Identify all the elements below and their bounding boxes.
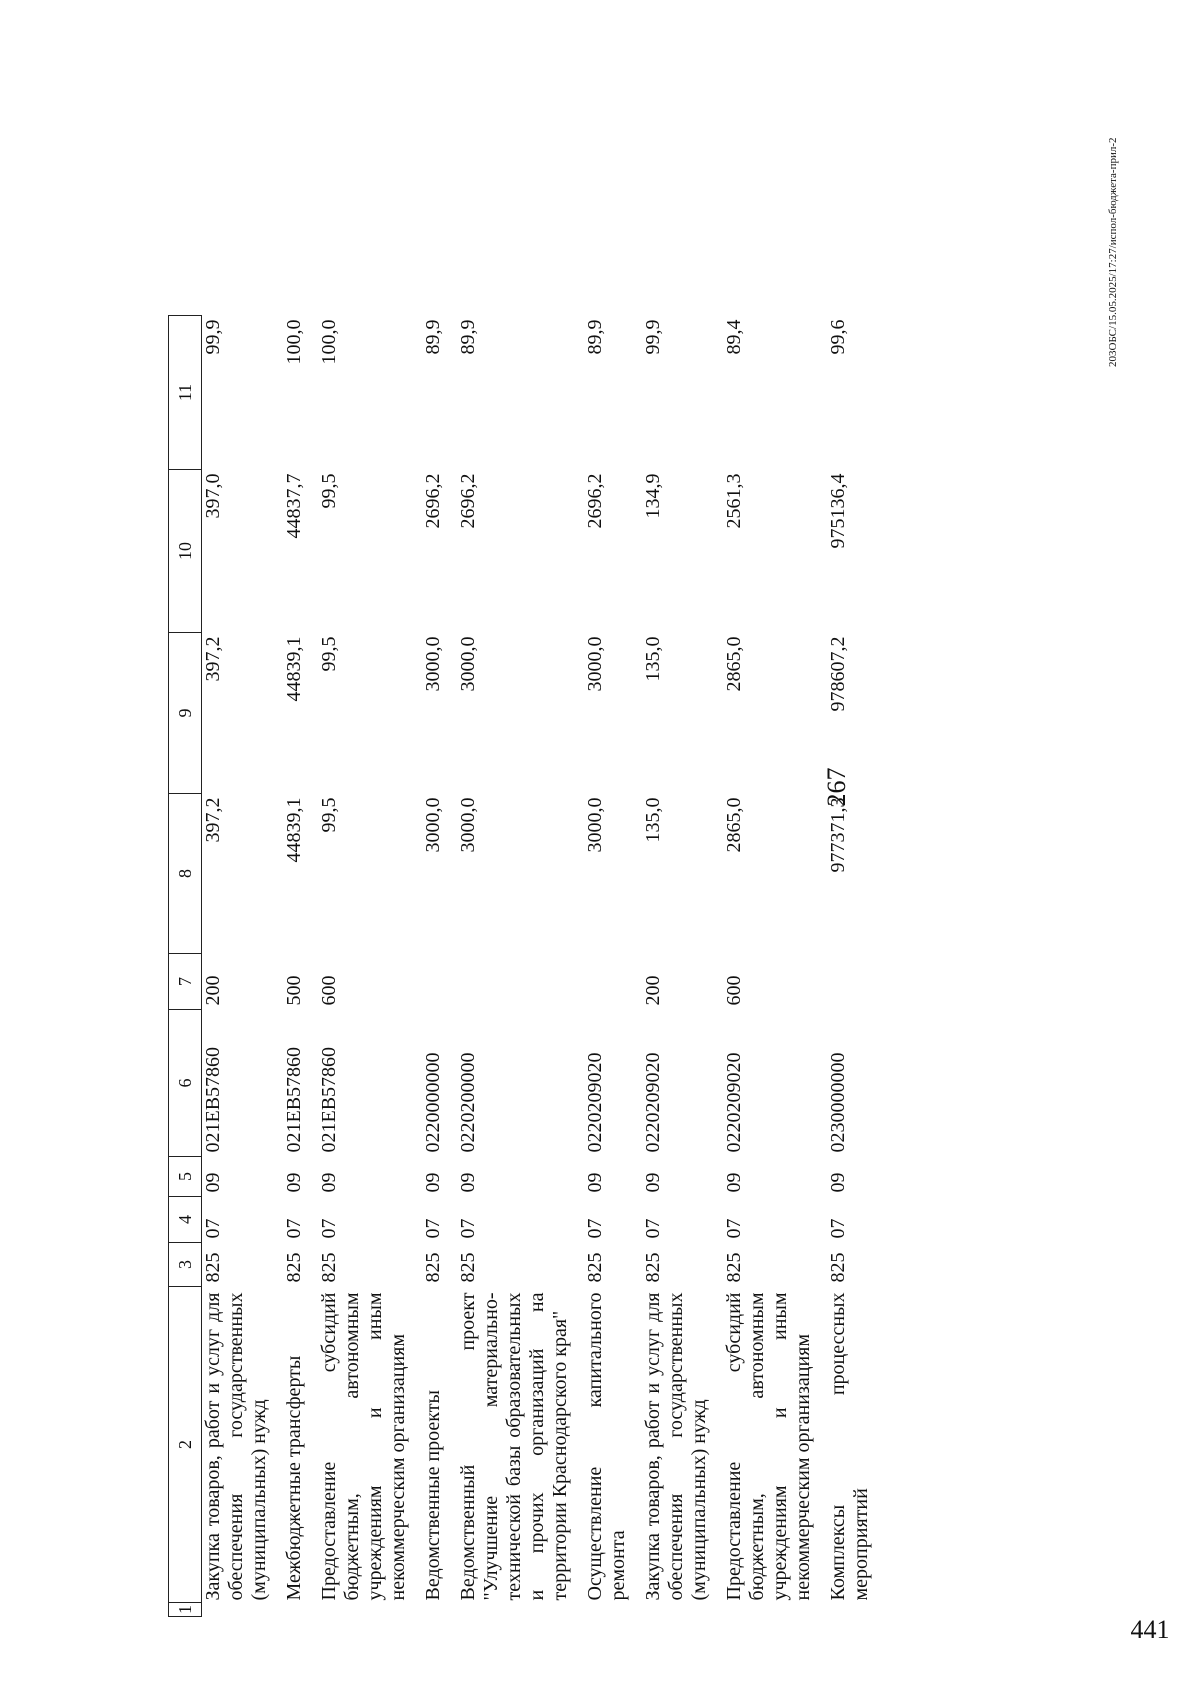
cell-c5: 09 <box>283 1172 305 1193</box>
table-row <box>202 316 284 1617</box>
cell-c3: 825 <box>642 1252 664 1283</box>
header-cell: 4 <box>169 1197 202 1243</box>
cell-c5: 09 <box>584 1172 606 1193</box>
cell-c4: 07 <box>422 1218 444 1239</box>
header-cell: 8 <box>169 794 202 954</box>
cell-c5: 09 <box>723 1172 745 1193</box>
cell-c5: 09 <box>642 1172 664 1193</box>
cell-c10: 2696,2 <box>457 473 479 529</box>
cell-c11: 89,9 <box>457 319 479 355</box>
cell-c7: 600 <box>723 975 745 1006</box>
header-cell: 11 <box>169 316 202 470</box>
cell-c7 <box>457 954 584 1010</box>
cell-c4: 07 <box>283 1218 305 1239</box>
header-cell: 7 <box>169 954 202 1010</box>
cell-c11: 100,0 <box>318 319 340 365</box>
cell-c5: 09 <box>422 1172 444 1193</box>
cell-c5: 09 <box>202 1172 224 1193</box>
document-code: 203ОБС/15.05.2025/17:27/испол-бюджета-прил-2 <box>1107 137 1119 367</box>
cell-c8: 3000,0 <box>584 797 606 853</box>
header-row <box>169 316 202 1617</box>
row-name: Межбюджетные трансферты <box>283 1355 305 1601</box>
cell-c11: 99,6 <box>827 319 849 355</box>
row-name: Предоставление субсидий бюджетным, автономным учреждениям и иным некоммерческим организациям <box>723 1292 814 1601</box>
header-cell: 1 <box>169 1603 202 1617</box>
cell-c9: 978607,2 <box>827 636 849 712</box>
cell-c8: 2865,0 <box>723 797 745 853</box>
cell-c3: 825 <box>584 1252 606 1283</box>
cell-c9: 3000,0 <box>584 636 606 692</box>
cell-c3: 825 <box>318 1252 340 1283</box>
cell-c11: 99,9 <box>642 319 664 355</box>
cell-c8: 977371,3 <box>827 797 849 873</box>
table-row <box>457 316 584 1617</box>
cell-c5: 09 <box>827 1172 849 1193</box>
cell-c11: 99,9 <box>202 319 224 355</box>
cell-c4: 07 <box>584 1218 606 1239</box>
cell-c7: 200 <box>642 975 664 1006</box>
table-row <box>422 316 457 1617</box>
cell-c11: 89,9 <box>422 319 444 355</box>
cell-c9: 44839,1 <box>283 636 305 702</box>
cell-c10: 2696,2 <box>422 473 444 529</box>
table-row <box>827 316 885 1617</box>
cell-c4: 07 <box>827 1218 849 1239</box>
row-name: Ведомственные проекты <box>422 1390 444 1601</box>
cell-c7 <box>827 954 885 1010</box>
cell-c8: 3000,0 <box>422 797 444 853</box>
cell-c6: 021ЕВ57860 <box>283 1046 305 1153</box>
cell-c10: 397,0 <box>202 473 224 519</box>
row-name: Ведомственный проект "Улучшение материально-технической базы образовательных и прочих организаций на территории Краснодарского края" <box>457 1292 571 1601</box>
cell-c11: 89,9 <box>584 319 606 355</box>
cell-c8: 3000,0 <box>457 797 479 853</box>
cell-c3: 825 <box>202 1252 224 1283</box>
cell-c7 <box>584 954 642 1010</box>
header-cell: 10 <box>169 470 202 633</box>
cell-c9: 3000,0 <box>457 636 479 692</box>
header-cell: 2 <box>169 1287 202 1603</box>
row-name: Закупка товаров, работ и услуг для обеспечения государственных (муниципальных) нужд <box>642 1292 710 1601</box>
cell-c10: 44837,7 <box>283 473 305 539</box>
header-cell: 5 <box>169 1157 202 1197</box>
cell-c9: 2865,0 <box>723 636 745 692</box>
header-cell: 3 <box>169 1243 202 1287</box>
header-cell: 6 <box>169 1010 202 1157</box>
cell-c4: 07 <box>318 1218 340 1239</box>
cell-c10: 975136,4 <box>827 473 849 549</box>
row-name: Закупка товаров, работ и услуг для обеспечения государственных (муниципальных) нужд <box>202 1292 270 1601</box>
cell-c6: 0220209020 <box>642 1052 664 1153</box>
cell-c6: 0230000000 <box>827 1052 849 1153</box>
cell-c4: 07 <box>457 1218 479 1239</box>
cell-c6: 0220000000 <box>422 1052 444 1153</box>
cell-c8: 44839,1 <box>283 797 305 863</box>
cell-c7 <box>422 954 457 1010</box>
cell-c6: 0220209020 <box>723 1052 745 1153</box>
cell-c10: 2696,2 <box>584 473 606 529</box>
header-cell: 9 <box>169 633 202 794</box>
cell-c4: 07 <box>723 1218 745 1239</box>
cell-c7: 500 <box>283 975 305 1006</box>
cell-c9: 135,0 <box>642 636 664 682</box>
cell-c6: 021ЕВ57860 <box>202 1046 224 1153</box>
cell-c6: 0220209020 <box>584 1052 606 1153</box>
cell-c8: 99,5 <box>318 797 340 833</box>
cell-c7: 200 <box>202 975 224 1006</box>
table-row <box>283 316 318 1617</box>
cell-c3: 825 <box>723 1252 745 1283</box>
cell-c9: 397,2 <box>202 636 224 682</box>
sheet-number: 441 <box>1130 1615 1170 1644</box>
cell-c10: 134,9 <box>642 473 664 519</box>
cell-c3: 825 <box>283 1252 305 1283</box>
cell-c8: 397,2 <box>202 797 224 843</box>
cell-c10: 2561,3 <box>723 473 745 529</box>
cell-c3: 825 <box>827 1252 849 1283</box>
cell-c3: 825 <box>422 1252 444 1283</box>
cell-c4: 07 <box>202 1218 224 1239</box>
cell-c5: 09 <box>318 1172 340 1193</box>
table-row <box>584 316 642 1617</box>
cell-c6: 0220200000 <box>457 1052 479 1153</box>
table-row <box>642 316 723 1617</box>
cell-c11: 89,4 <box>723 319 745 355</box>
table-row <box>723 316 827 1617</box>
cell-c7: 600 <box>318 975 340 1006</box>
cell-c11: 100,0 <box>283 319 305 365</box>
row-name: Комплексы процессных мероприятий <box>827 1292 872 1601</box>
cell-c8: 135,0 <box>642 797 664 843</box>
table-row <box>318 316 422 1617</box>
cell-c3: 825 <box>457 1252 479 1283</box>
cell-c9: 3000,0 <box>422 636 444 692</box>
row-name: Предоставление субсидий бюджетным, автономным учреждениям и иным некоммерческим организациям <box>318 1292 409 1601</box>
row-name: Осуществление капитального ремонта <box>584 1292 629 1601</box>
cell-c5: 09 <box>457 1172 479 1193</box>
cell-c4: 07 <box>642 1218 664 1239</box>
cell-c10: 99,5 <box>318 473 340 509</box>
budget-table <box>168 315 885 1617</box>
cell-c9: 99,5 <box>318 636 340 672</box>
page-number: 267 <box>822 767 851 807</box>
cell-c6: 021ЕВ57860 <box>318 1046 340 1153</box>
